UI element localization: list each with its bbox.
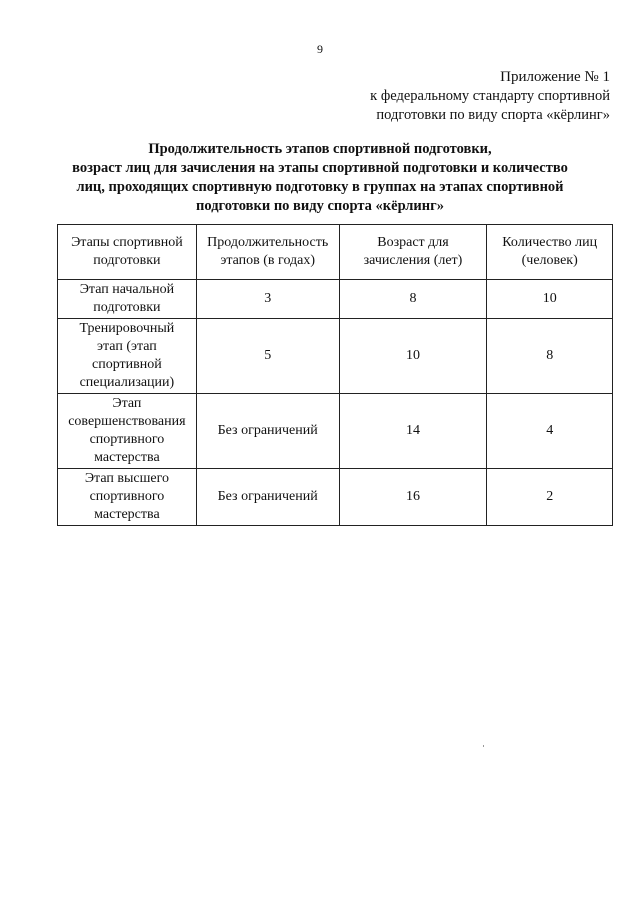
header-age: Возраст для зачисления (лет): [339, 225, 487, 280]
age-cell: 10: [339, 319, 487, 394]
age-cell: 8: [339, 280, 487, 319]
stage-cell: Тренировочный этап (этап спортивной специализации): [58, 319, 197, 394]
stage-cell: Этап высшего спортивного мастерства: [58, 469, 197, 526]
count-cell: 4: [487, 394, 613, 469]
appendix-line-3: подготовки по виду спорта «кёрлинг»: [376, 107, 610, 123]
table-header-row: [58, 225, 613, 280]
appendix-line-2: к федеральному стандарту спортивной: [370, 88, 610, 104]
title-line-1: Продолжительность этапов спортивной подготовки,: [148, 141, 492, 157]
title-line-4: подготовки по виду спорта «кёрлинг»: [196, 198, 444, 214]
header-count: Количество лиц (человек): [487, 225, 613, 280]
document-title: [40, 140, 600, 216]
count-cell: 10: [487, 280, 613, 319]
age-cell: 16: [339, 469, 487, 526]
table-row: [58, 280, 613, 319]
count-cell: 2: [487, 469, 613, 526]
table-row: [58, 469, 613, 526]
scan-speck: [483, 745, 484, 747]
appendix-line-1: Приложение № 1: [500, 69, 610, 85]
stage-cell: Этап начальной подготовки: [58, 280, 197, 319]
table-row: [58, 319, 613, 394]
duration-cell: Без ограничений: [196, 394, 339, 469]
stage-cell: Этап совершенствования спортивного мастерства: [58, 394, 197, 469]
title-line-2: возраст лиц для зачисления на этапы спортивной подготовки и количество: [72, 160, 568, 176]
training-stages-table: [57, 224, 613, 526]
duration-cell: 3: [196, 280, 339, 319]
duration-cell: 5: [196, 319, 339, 394]
appendix-header: [370, 68, 610, 125]
duration-cell: Без ограничений: [196, 469, 339, 526]
age-cell: 14: [339, 394, 487, 469]
table-row: [58, 394, 613, 469]
header-stages: Этапы спортивной подготовки: [58, 225, 197, 280]
count-cell: 8: [487, 319, 613, 394]
title-line-3: лиц, проходящих спортивную подготовку в группах на этапах спортивной: [76, 179, 564, 195]
page-number: 9: [317, 42, 323, 56]
header-duration: Продолжительность этапов (в годах): [196, 225, 339, 280]
